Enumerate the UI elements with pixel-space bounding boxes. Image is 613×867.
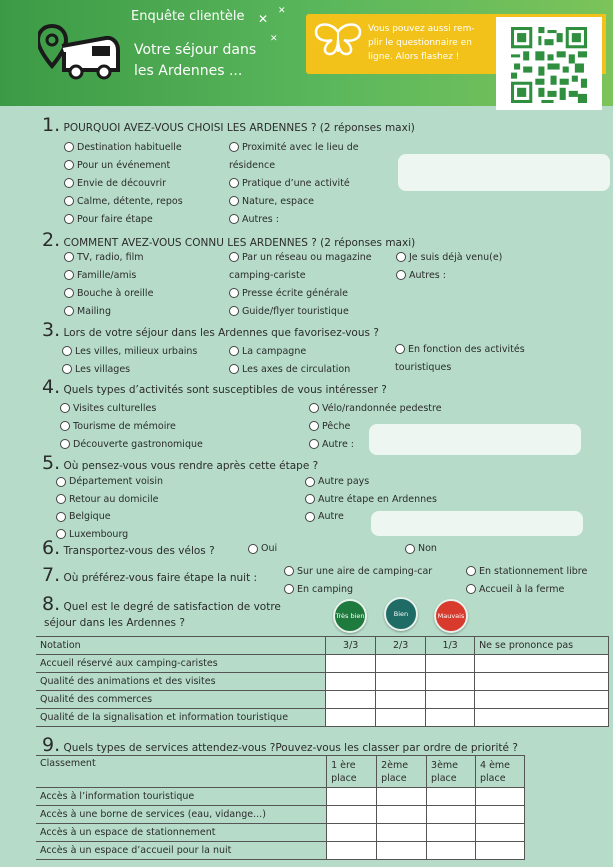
option-label: Mailing: [77, 305, 111, 317]
question-number: 1.: [42, 114, 61, 136]
q2-col3: [396, 248, 502, 284]
table-header-row: [36, 756, 525, 788]
title-line: les Ardennes ...: [134, 63, 243, 79]
table-cell[interactable]: [327, 788, 377, 806]
question-text: Où préférez-vous faire étape la nuit :: [63, 572, 258, 584]
option[interactable]: [64, 174, 183, 192]
option-label-continued: résidence: [229, 159, 276, 171]
option-label: Je suis déjà venu(e): [409, 251, 503, 263]
option-label: Sur une aire de camping-car: [297, 565, 433, 577]
radio-button[interactable]: [64, 252, 74, 262]
option[interactable]: [229, 210, 359, 228]
table-header: 2/3: [376, 637, 426, 655]
page-title: [134, 40, 284, 82]
q7-col1: [284, 562, 432, 598]
option-label: Les villes, milieux urbains: [75, 345, 198, 357]
table-row: [36, 691, 609, 709]
option-label: Les axes de circulation: [242, 363, 351, 375]
question-number: 7.: [42, 564, 61, 586]
option[interactable]: [56, 473, 163, 491]
question-text: séjour dans les Ardennes ?: [44, 617, 185, 629]
table-cell[interactable]: [326, 673, 376, 691]
option-label: Famille/amis: [77, 269, 137, 281]
table-header: Classement: [36, 756, 327, 788]
option-yes[interactable]: [248, 543, 277, 554]
table-cell[interactable]: [327, 842, 377, 860]
radio-button[interactable]: [64, 142, 74, 152]
option[interactable]: [229, 302, 372, 320]
radio-button[interactable]: [309, 439, 319, 449]
other-text-field[interactable]: [371, 511, 583, 536]
radio-button[interactable]: [405, 544, 415, 554]
radio-button[interactable]: [305, 494, 315, 504]
question-text: POURQUOI AVEZ-VOUS CHOISI LES ARDENNES ? (2 réponses maxi): [63, 122, 415, 134]
option-label: Autre: [318, 511, 344, 523]
qr-code[interactable]: [496, 17, 602, 110]
question-text: Transportez-vous des vélos ?: [63, 545, 215, 557]
table-row: [36, 806, 525, 824]
q7-col2: [466, 562, 587, 598]
radio-button[interactable]: [64, 288, 74, 298]
row-label: Accès à un espace de stationnement: [36, 824, 327, 842]
butterfly-icon: [314, 22, 362, 58]
radio-button[interactable]: [60, 421, 70, 431]
table-header: 3ème place: [427, 756, 476, 788]
radio-button[interactable]: [62, 364, 72, 374]
q1-col2: [229, 138, 359, 228]
question-number: 3.: [42, 319, 61, 341]
option-label: Guide/flyer touristique: [242, 305, 349, 317]
option[interactable]: [64, 284, 153, 302]
row-label: Accès à un espace d’accueil pour la nuit: [36, 842, 327, 860]
option[interactable]: [64, 192, 183, 210]
radio-button[interactable]: [309, 421, 319, 431]
table-cell[interactable]: [426, 655, 475, 673]
option-label-continued: touristiques: [395, 361, 452, 373]
table-cell[interactable]: [327, 806, 377, 824]
table-cell[interactable]: [377, 842, 427, 860]
table-cell[interactable]: [326, 691, 376, 709]
radio-button[interactable]: [396, 270, 406, 280]
table-header-row: [36, 637, 609, 655]
option-label: Calme, détente, repos: [77, 195, 183, 207]
table-header: 2ème place: [377, 756, 427, 788]
table-cell[interactable]: [476, 788, 525, 806]
question-9: [42, 734, 518, 756]
question-6: [42, 537, 215, 559]
option-label: Visites culturelles: [73, 402, 157, 414]
option[interactable]: [60, 399, 203, 417]
q1-col1: [64, 138, 183, 228]
question-text: COMMENT AVEZ-VOUS CONNU LES ARDENNES ? (2 réponses maxi): [63, 237, 416, 249]
title-line: Votre séjour dans: [134, 42, 257, 58]
table-cell[interactable]: [326, 709, 376, 727]
row-label: Accueil réservé aux camping-caristes: [36, 655, 326, 673]
option-label: Tourisme de mémoire: [73, 420, 176, 432]
radio-button[interactable]: [60, 403, 70, 413]
table-cell[interactable]: [476, 824, 525, 842]
option-label: Autre étape en Ardennes: [318, 493, 437, 505]
option[interactable]: [56, 491, 163, 509]
table-header: 1 ère place: [327, 756, 377, 788]
radio-button[interactable]: [309, 403, 319, 413]
option-label: Nature, espace: [242, 195, 314, 207]
table-cell[interactable]: [427, 806, 476, 824]
table-cell[interactable]: [377, 788, 427, 806]
table-cell[interactable]: [376, 691, 426, 709]
sparkle-icon: ✕: [270, 34, 278, 44]
sparkle-icon: ✕: [278, 6, 286, 16]
rating-mauvais-icon: Mauvais: [434, 599, 468, 633]
table-row: [36, 842, 525, 860]
table-cell[interactable]: [376, 673, 426, 691]
option-label: Pour un événement: [77, 159, 171, 171]
row-label: Qualité des animations et des visites: [36, 673, 326, 691]
radio-button[interactable]: [229, 214, 239, 224]
table-cell[interactable]: [327, 824, 377, 842]
row-label: Accès à une borne de services (eau, vidange...): [36, 806, 327, 824]
row-label: Accès à l’information touristique: [36, 788, 327, 806]
q3-col3: [395, 340, 525, 376]
option-label: Les villages: [75, 363, 131, 375]
option[interactable]: [56, 508, 163, 526]
radio-button[interactable]: [305, 512, 315, 522]
q2-col1: [64, 248, 153, 320]
radio-button[interactable]: [229, 252, 239, 262]
radio-button[interactable]: [64, 196, 74, 206]
radio-button[interactable]: [64, 178, 74, 188]
table-row: [36, 655, 609, 673]
sparkle-icon: ✕: [258, 12, 269, 26]
rating-tres-bien-icon: Très bien: [333, 599, 367, 633]
camping-car-location-icon: [38, 22, 122, 84]
option-label: En camping: [297, 583, 354, 595]
table-cell[interactable]: [426, 691, 475, 709]
option[interactable]: [466, 562, 587, 580]
table-header: 4 ème place: [476, 756, 525, 788]
satisfaction-table: [36, 636, 609, 727]
table-cell[interactable]: [326, 655, 376, 673]
table-header: 3/3: [326, 637, 376, 655]
radio-button[interactable]: [64, 306, 74, 316]
option[interactable]: [64, 248, 153, 266]
option-label: Pêche: [322, 420, 351, 432]
option-label: Autre pays: [318, 476, 370, 488]
option[interactable]: [64, 302, 153, 320]
option[interactable]: [309, 399, 442, 417]
question-number: 4.: [42, 376, 61, 398]
question-5: [42, 452, 318, 474]
radio-button[interactable]: [64, 160, 74, 170]
radio-button[interactable]: [229, 288, 239, 298]
row-label: Qualité de la signalisation et information touristique: [36, 709, 326, 727]
radio-button[interactable]: [466, 566, 476, 576]
option-label: Département voisin: [69, 476, 164, 488]
option-label: La campagne: [242, 345, 307, 357]
option-label: Oui: [261, 543, 278, 554]
other-text-field[interactable]: [398, 154, 610, 191]
option[interactable]: [396, 248, 502, 266]
table-header: Notation: [36, 637, 326, 655]
option-label: Proximité avec le lieu de: [242, 141, 359, 153]
table-cell[interactable]: [377, 806, 427, 824]
table-header: Ne se prononce pas: [475, 637, 609, 655]
option[interactable]: [305, 473, 437, 491]
radio-button[interactable]: [56, 512, 66, 522]
table-cell[interactable]: [475, 691, 609, 709]
option-label: Pour faire étape: [77, 213, 153, 225]
online-text-line: Vous pouvez aussi rem-: [368, 24, 475, 34]
radio-button[interactable]: [305, 477, 315, 487]
option[interactable]: [229, 342, 350, 360]
option[interactable]: [305, 491, 437, 509]
table-row: [36, 709, 609, 727]
option-label: Belgique: [69, 511, 111, 523]
question-7: [42, 564, 257, 586]
option[interactable]: [229, 138, 359, 156]
question-text: Quels types de services attendez-vous ?Pouvez-vous les classer par ordre de priorité ?: [63, 742, 518, 754]
option[interactable]: [229, 192, 359, 210]
option[interactable]: [229, 248, 372, 266]
table-cell[interactable]: [377, 824, 427, 842]
option-label: En stationnement libre: [479, 565, 588, 577]
question-1: [42, 114, 415, 136]
question-text: Où pensez-vous vous rendre après cette étape ?: [63, 460, 319, 472]
radio-button[interactable]: [396, 252, 406, 262]
radio-button[interactable]: [64, 214, 74, 224]
option-label: Autres :: [242, 213, 279, 225]
option[interactable]: [64, 266, 153, 284]
radio-button[interactable]: [395, 344, 405, 354]
table-cell[interactable]: [426, 709, 475, 727]
option-label: Retour au domicile: [69, 493, 159, 505]
option[interactable]: [466, 580, 587, 598]
radio-button[interactable]: [284, 566, 294, 576]
question-8: [42, 593, 281, 631]
table-cell[interactable]: [475, 655, 609, 673]
option[interactable]: [64, 156, 183, 174]
qr-code-icon: [509, 27, 589, 103]
online-text: [368, 22, 498, 64]
option-no[interactable]: [405, 543, 437, 554]
table-cell[interactable]: [376, 655, 426, 673]
priority-table: [36, 755, 525, 860]
radio-button[interactable]: [229, 364, 239, 374]
table-cell[interactable]: [427, 842, 476, 860]
radio-button[interactable]: [56, 477, 66, 487]
radio-button[interactable]: [62, 346, 72, 356]
radio-button[interactable]: [229, 346, 239, 356]
q4-col1: [60, 399, 203, 453]
radio-button[interactable]: [56, 494, 66, 504]
option-label: Vélo/randonnée pedestre: [322, 402, 442, 414]
question-3: [42, 319, 379, 341]
table-cell[interactable]: [427, 824, 476, 842]
survey-label: Enquête clientèle: [131, 9, 245, 24]
online-text-line: ligne. Alors flashez !: [368, 52, 460, 62]
table-cell[interactable]: [475, 673, 609, 691]
question-number: 9.: [42, 734, 61, 756]
q2-col2: [229, 248, 372, 320]
question-text: Lors de votre séjour dans les Ardennes que favorisez-vous ?: [63, 327, 379, 339]
online-text-line: plir le questionnaire en: [368, 38, 472, 48]
option[interactable]: [60, 435, 203, 453]
option-label: Autre :: [322, 438, 355, 450]
q3-col1: [62, 342, 197, 378]
option[interactable]: [395, 340, 525, 358]
radio-button[interactable]: [64, 270, 74, 280]
option-label: Luxembourg: [69, 528, 129, 540]
radio-button[interactable]: [229, 142, 239, 152]
row-label: Qualité des commerces: [36, 691, 326, 709]
q5-col1: [56, 473, 163, 543]
option[interactable]: [229, 174, 359, 192]
option[interactable]: [229, 284, 372, 302]
option[interactable]: [60, 417, 203, 435]
option[interactable]: [284, 580, 432, 598]
option-label: Non: [418, 543, 437, 554]
radio-button[interactable]: [284, 584, 294, 594]
radio-button[interactable]: [229, 306, 239, 316]
table-row: [36, 824, 525, 842]
option-label: Destination habituelle: [77, 141, 182, 153]
radio-button[interactable]: [248, 544, 258, 554]
table-cell[interactable]: [476, 842, 525, 860]
rating-bien-icon: Bien: [384, 597, 418, 631]
option-label: Bouche à oreille: [77, 287, 154, 299]
question-number: 8.: [42, 593, 61, 615]
option[interactable]: [64, 138, 183, 156]
option[interactable]: [396, 266, 502, 284]
question-number: 2.: [42, 229, 61, 251]
option-label: Envie de découvrir: [77, 177, 167, 189]
option-label: En fonction des activités: [408, 343, 525, 355]
question-text: Quels types d’activités sont susceptibles de vous intéresser ?: [63, 384, 387, 396]
option-label: Presse écrite générale: [242, 287, 349, 299]
table-header: 1/3: [426, 637, 475, 655]
table-cell[interactable]: [427, 788, 476, 806]
table-row: [36, 673, 609, 691]
question-4: [42, 376, 387, 398]
table-cell[interactable]: [426, 673, 475, 691]
option[interactable]: [62, 342, 197, 360]
question-text: Quel est le degré de satisfaction de votre: [63, 601, 281, 613]
option[interactable]: [284, 562, 432, 580]
option-label-continued: camping-cariste: [229, 269, 306, 281]
radio-button[interactable]: [229, 178, 239, 188]
option-label: Par un réseau ou magazine: [242, 251, 372, 263]
table-cell[interactable]: [476, 806, 525, 824]
radio-button[interactable]: [229, 196, 239, 206]
option-label: TV, radio, film: [77, 251, 144, 263]
question-number: 6.: [42, 537, 61, 559]
option-label: Accueil à la ferme: [479, 583, 565, 595]
option-label: Découverte gastronomique: [73, 438, 203, 450]
option[interactable]: [64, 210, 183, 228]
q3-col2: [229, 342, 350, 378]
question-number: 5.: [42, 452, 61, 474]
table-cell[interactable]: [475, 709, 609, 727]
option-label: Autres :: [409, 269, 446, 281]
radio-button[interactable]: [466, 584, 476, 594]
radio-button[interactable]: [60, 439, 70, 449]
other-text-field[interactable]: [369, 424, 581, 455]
option-label: Pratique d’une activité: [242, 177, 350, 189]
table-cell[interactable]: [376, 709, 426, 727]
table-row: [36, 788, 525, 806]
